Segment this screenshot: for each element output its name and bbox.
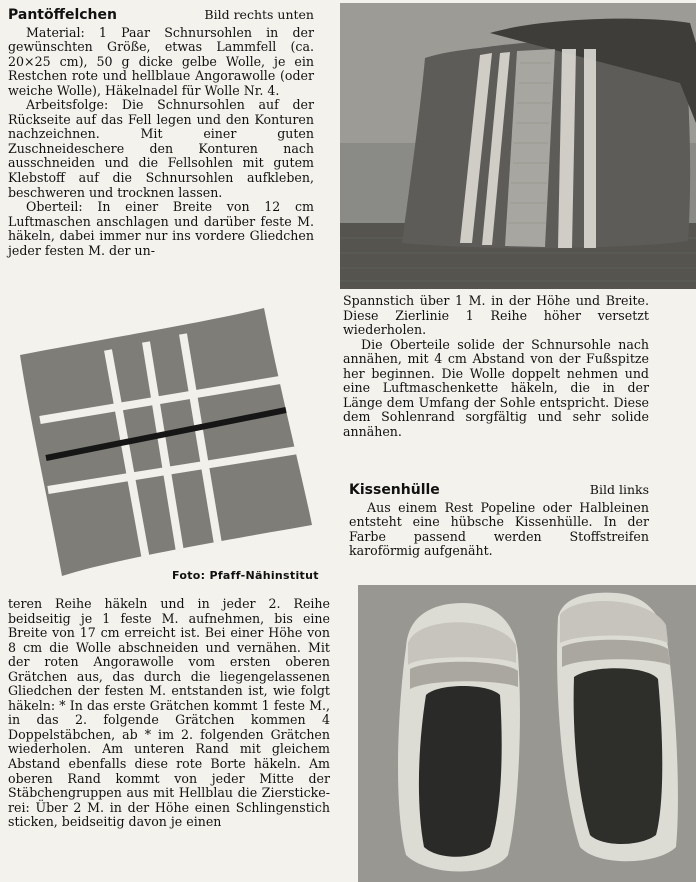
photo-caption: Foto: Pfaff-Nähinstitut [172, 569, 319, 582]
left-top-text [8, 8, 314, 258]
left-bottom-text [8, 597, 330, 830]
pillow-stripes-photo [340, 3, 696, 289]
kissen-header [349, 483, 649, 498]
pantoffel-header [8, 8, 314, 23]
kissen-heading: Kissenhülle [349, 482, 440, 498]
slippers-photo [358, 585, 696, 882]
oberteile-paragraph: Die Oberteile solide der Schnursohle nach annähen, mit 4 cm Abstand von der Fußspitze her beginnen. Die Wolle doppelt nehmen und eine Luftmaschenkette häkeln, die in der Länge dem Umfang der Sohle entspricht. Diese dem Sohlenrand sorgfältig und sehr solide annähen. [343, 336, 649, 439]
oberteil-continued-paragraph: teren Reihe häkeln und in jeder 2. Reihe beidseitig je 1 feste M. aufnehmen, bis eine Breite von 17 cm erreicht ist. Bei einer Höhe von 8 cm die Wolle abschneiden und vernähen. Mit der roten Angorawolle vom ersten oberen Grätchen aus, das durch die liegengelassenen Gliedchen der festen M. entstanden ist, wie folgt häkeln: * In das erste Grätchen kommt 1 feste M., in das 2. folgende Grätchen kommen 4 Doppelstäbchen, ab * im 2. folgenden Grätchen wiederholen. Am unteren Rand mit gleichem Abstand ebenfalls diese rote Borte häkeln. Am oberen Rand kommt von jeder Mitte der Stäbchengruppen aus mit Hellblau die Zierstickerei: Über 2 M. in der Höhe einen Schlingenstich sticken, beidseitig davon je einen [8, 596, 330, 830]
pantoffel-heading: Pantöffelchen [8, 7, 117, 23]
material-paragraph: Material: 1 Paar Schnursohlen in der gewünschten Größe, etwas Lammfell (ca. 20×25 cm), 50 g dicke gelbe Wolle, je ein Restchen rote und hellblaue Angorawolle (oder weiche Wolle), Häkelnadel für Wolle Nr. 4. [8, 24, 314, 98]
arbeitsfolge-paragraph: Arbeitsfolge: Die Schnursohlen auf der Rückseite auf das Fell legen und den Konturen nachzeichnen. Mit einer guten Zuschneideschere den Konturen nach ausschneiden und die Fellsohlen mit gutem Klebstoff auf die Schnursohlen aufkleben, beschweren und trocknen lassen. [8, 97, 314, 200]
kissen-note: Bild links [589, 482, 649, 497]
oberteil-paragraph: Oberteil: In einer Breite von 12 cm Luftmaschen anschlagen und darüber feste M. häkeln, dabei immer nur ins vordere Gliedchen jeder festen M. der un- [8, 199, 314, 258]
pillow-plaid-photo [18, 300, 318, 580]
spannstich-paragraph: Spannstich über 1 M. in der Höhe und Breite. Diese Zierlinie 1 Reihe höher versetzt wiederholen. [343, 293, 649, 338]
kissen-section [349, 483, 649, 559]
kissen-paragraph: Aus einem Rest Popeline oder Halbleinen entsteht eine hübsche Kissenhülle. In der Farbe passend werden Stoffstreifen karoförmig aufgenäht. [349, 499, 649, 559]
right-mid-text [343, 294, 649, 439]
pantoffel-note: Bild rechts unten [204, 7, 314, 22]
